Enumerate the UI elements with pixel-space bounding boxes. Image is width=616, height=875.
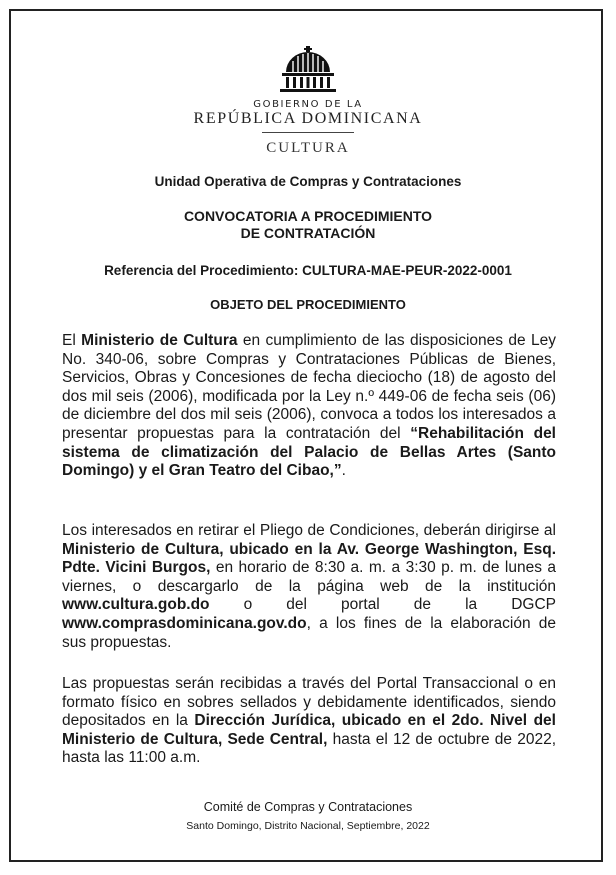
unidad-heading: Unidad Operativa de Compras y Contrataciones (154, 174, 462, 189)
paragraph-pliego (62, 522, 556, 652)
text: o del portal de la DGCP (209, 596, 556, 614)
website-link[interactable]: www.cultura.gob.do (62, 596, 210, 614)
text: El (62, 332, 82, 349)
header-divider (262, 132, 354, 133)
bold-text: “Rehabilitación del sistema de climatización del Palacio de Bellas Artes (Santo Domingo) y el Gran Teatro del Cibao,” (62, 424, 556, 480)
footer-place-date: Santo Domingo, Distrito Nacional, Septiembre, 2022 (186, 820, 430, 832)
cultura-label: CULTURA (266, 140, 350, 156)
gobierno-label: GOBIERNO DE LA (253, 99, 363, 110)
text: , a los fines de la elaboración de sus propuestas. (62, 614, 556, 651)
republica-label: REPÚBLICA DOMINICANA (193, 110, 423, 127)
title-line-2: DE CONTRATACIÓN (240, 225, 376, 241)
text: Los interesados en retirar el Pliego de Condiciones, deberán dirigirse al (62, 522, 556, 539)
text: Las propuestas serán recibidas a través del Portal Transaccional o en formato físico en sobres sellados y debidamente identificados, siendo depositados en la (62, 675, 556, 730)
reference-line: Referencia del Procedimiento: CULTURA-MAE-PEUR-2022-0001 (104, 263, 512, 278)
text: en cumplimiento de las disposiciones de Ley No. 340-06, sobre Compras y Contrataciones Públicas de Bienes, Servicios, Obras y Concesiones de fecha dieciocho (18) de agosto del dos mil seis (2006), modificada por la Ley n.º 449-06 de fecha seis (06) de diciembre del dos mil seis (2006), convoca a todos los interesados a presentar propuestas para la contratación del (62, 332, 556, 442)
bold-text: Ministerio de Cultura, ubicado en la Av. George Washington, Esq. Pdte. Vicini Burgos, (62, 540, 556, 577)
paragraph-propuestas (62, 675, 556, 768)
section-heading: OBJETO DEL PROCEDIMIENTO (210, 297, 406, 312)
government-emblem-icon (0, 46, 616, 99)
page-title (0, 208, 616, 242)
text: hasta el 12 de octubre de 2022, hasta las 11:00 a.m. (62, 730, 556, 767)
title-line-1: CONVOCATORIA A PROCEDIMIENTO (183, 208, 433, 224)
text: . (341, 462, 346, 480)
bold-text: Ministerio de Cultura (81, 332, 238, 349)
bold-text: Dirección Jurídica, ubicado en el 2do. Nivel del Ministerio de Cultura, Sede Central, (62, 712, 556, 748)
portal-link[interactable]: www.comprasdominicana.gov.do (62, 614, 307, 632)
text: en horario de 8:30 a. m. a 3:30 p. m. de lunes a viernes, o descargarlo de la página web de la institución (62, 559, 556, 595)
footer-committee: Comité de Compras y Contrataciones (203, 800, 413, 814)
paragraph-objeto (62, 332, 556, 481)
